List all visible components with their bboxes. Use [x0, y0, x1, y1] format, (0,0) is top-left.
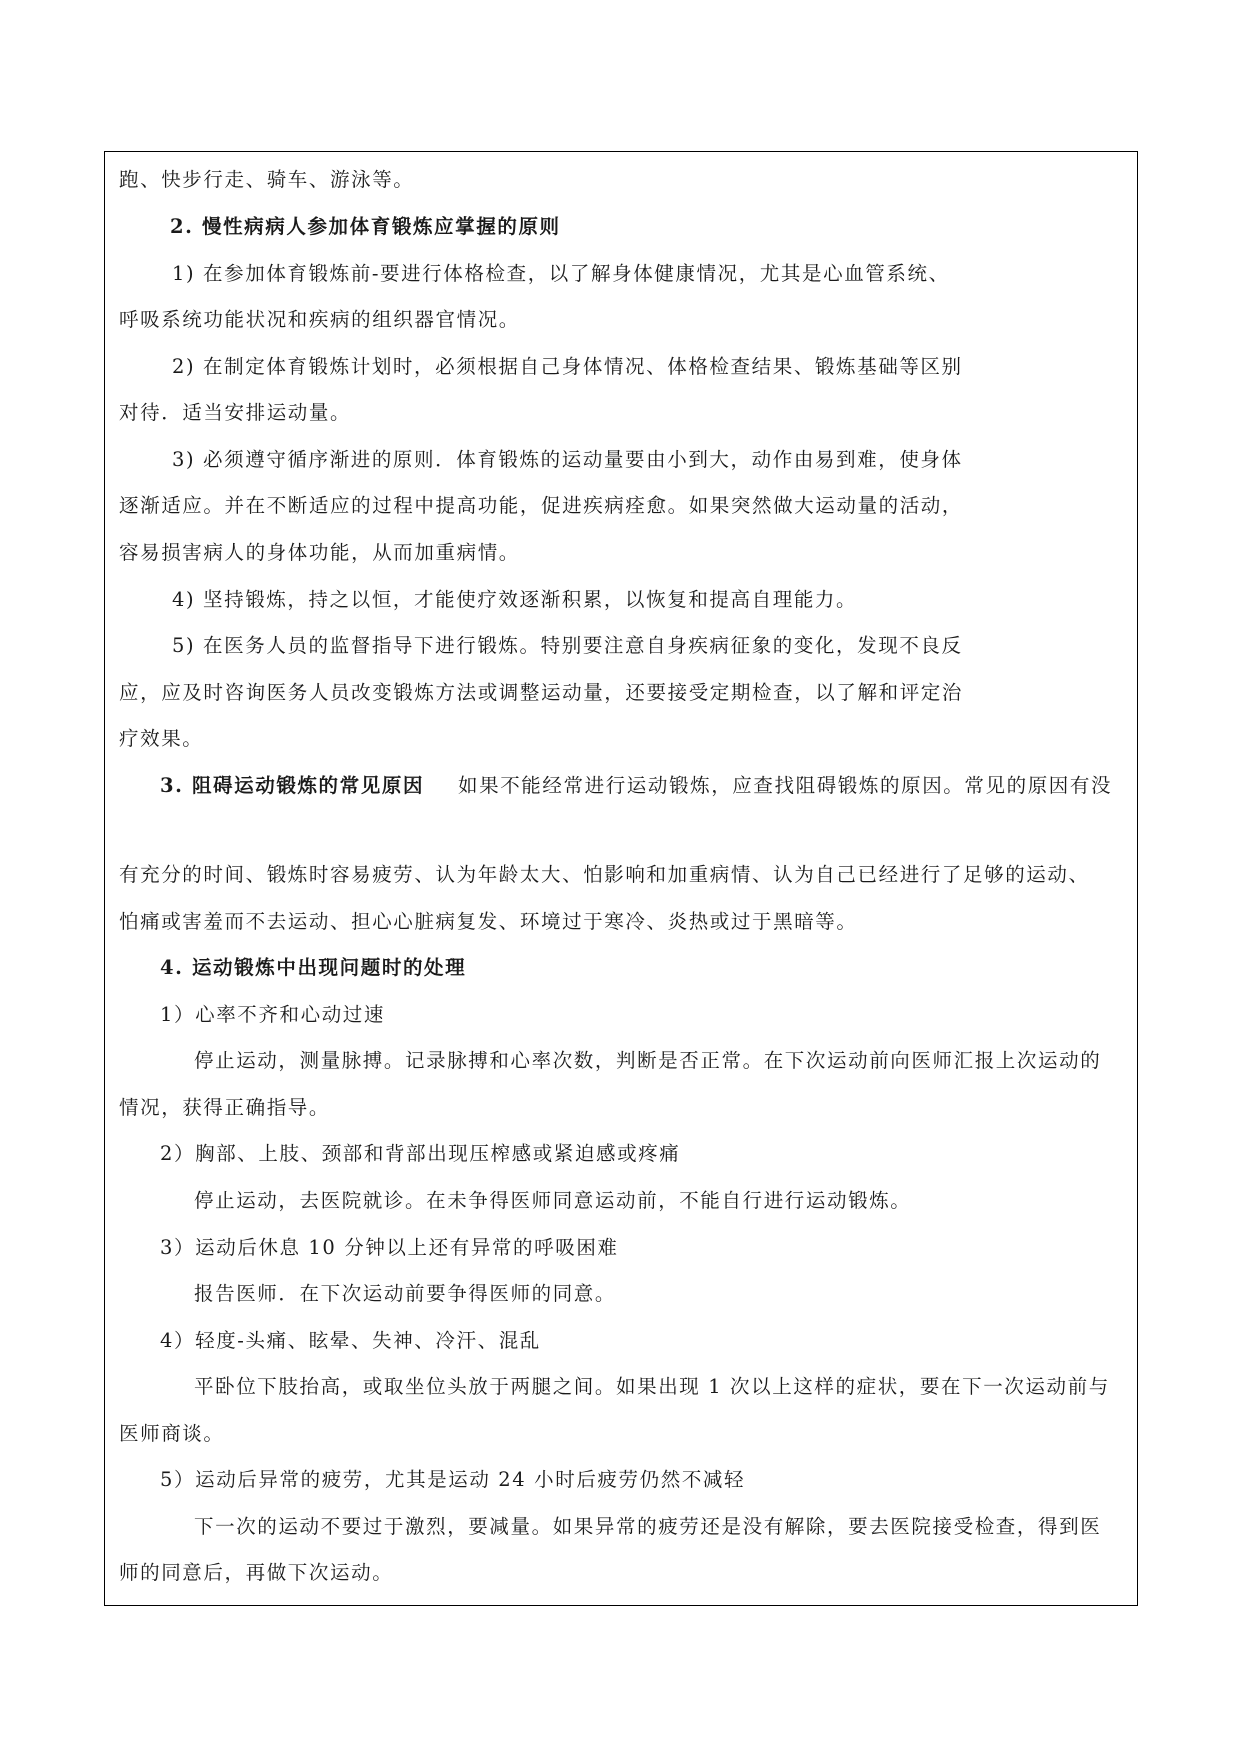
text-line: 应，应及时咨询医务人员改变锻炼方法或调整运动量，还要接受定期检查，以了解和评定治	[119, 681, 964, 704]
text-line: 对待．适当安排运动量。	[119, 401, 352, 424]
text-line: 停止运动，测量脉搏。记录脉搏和心率次数，判断是否正常。在下次运动前向医师汇报上次运动的	[194, 1049, 1102, 1072]
text-line: 容易损害病人的身体功能，从而加重病情。	[119, 541, 520, 564]
text-line: 情况，获得正确指导。	[119, 1096, 331, 1119]
text-line: 5) 在医务人员的监督指导下进行锻炼。特别要注意自身疾病征象的变化，发现不良反	[172, 634, 963, 657]
text-line: 怕痛或害羞而不去运动、担心心脏病复发、环境过于寒冷、炎热或过于黑暗等。	[119, 910, 858, 933]
text-line: 疗效果。	[119, 727, 204, 750]
text-line: 2) 在制定体育锻炼计划时，必须根据自己身体情况、体格检查结果、锻炼基础等区别	[172, 355, 963, 378]
text-line: 师的同意后，再做下次运动。	[119, 1561, 394, 1584]
text-line: 下一次的运动不要过于激烈，要减量。如果异常的疲劳还是没有解除，要去医院接受检查，得到医	[194, 1515, 1102, 1538]
text-line: 4) 坚持锻炼，持之以恒，才能使疗效逐渐积累，以恢复和提高自理能力。	[172, 588, 858, 611]
section-heading-2: 2. 慢性病病人参加体育锻炼应掌握的原则	[170, 215, 561, 238]
text-line: 停止运动，去医院就诊。在未争得医师同意运动前，不能自行进行运动锻炼。	[194, 1189, 912, 1212]
text-line: 跑、快步行走、骑车、游泳等。	[119, 168, 415, 191]
text-line: 报告医师．在下次运动前要争得医师的同意。	[194, 1282, 617, 1305]
list-item-heading: 2）胸部、上肢、颈部和背部出现压榨感或紧迫感或疼痛	[160, 1142, 681, 1165]
text-line: 逐渐适应。并在不断适应的过程中提高功能，促进疾病痊愈。如果突然做大运动量的活动，	[119, 494, 964, 517]
text-line: 有充分的时间、锻炼时容易疲劳、认为年龄太大、怕影响和加重病情、认为自己已经进行了足够的运动、	[119, 863, 1090, 886]
list-item-heading: 4）轻度-头痛、眩晕、失神、冷汗、混乱	[160, 1329, 541, 1352]
text-line: 医师商谈。	[119, 1422, 225, 1445]
list-item-heading: 1）心率不齐和心动过速	[160, 1003, 386, 1026]
text-line: 呼吸系统功能状况和疾病的组织器官情况。	[119, 308, 520, 331]
text-line: 平卧位下肢抬高，或取坐位头放于两腿之间。如果出现 1 次以上这样的症状，要在下一次运动前与	[194, 1375, 1110, 1398]
text-line: 1) 在参加体育锻炼前-要进行体格检查，以了解身体健康情况，尤其是心血管系统、	[172, 262, 950, 285]
section-heading-3: 3. 阻碍运动锻炼的常见原因	[160, 774, 425, 797]
text-line: 3) 必须遵守循序渐进的原则．体育锻炼的运动量要由小到大，动作由易到难，使身体	[172, 448, 963, 471]
list-item-heading: 3）运动后休息 10 分钟以上还有异常的呼吸困难	[160, 1236, 619, 1259]
text-line: 如果不能经常进行运动锻炼，应查找阻碍锻炼的原因。常见的原因有没	[458, 774, 1113, 797]
list-item-heading: 5）运动后异常的疲劳，尤其是运动 24 小时后疲劳仍然不减轻	[160, 1468, 746, 1491]
section-heading-4: 4. 运动锻炼中出现问题时的处理	[160, 956, 467, 979]
